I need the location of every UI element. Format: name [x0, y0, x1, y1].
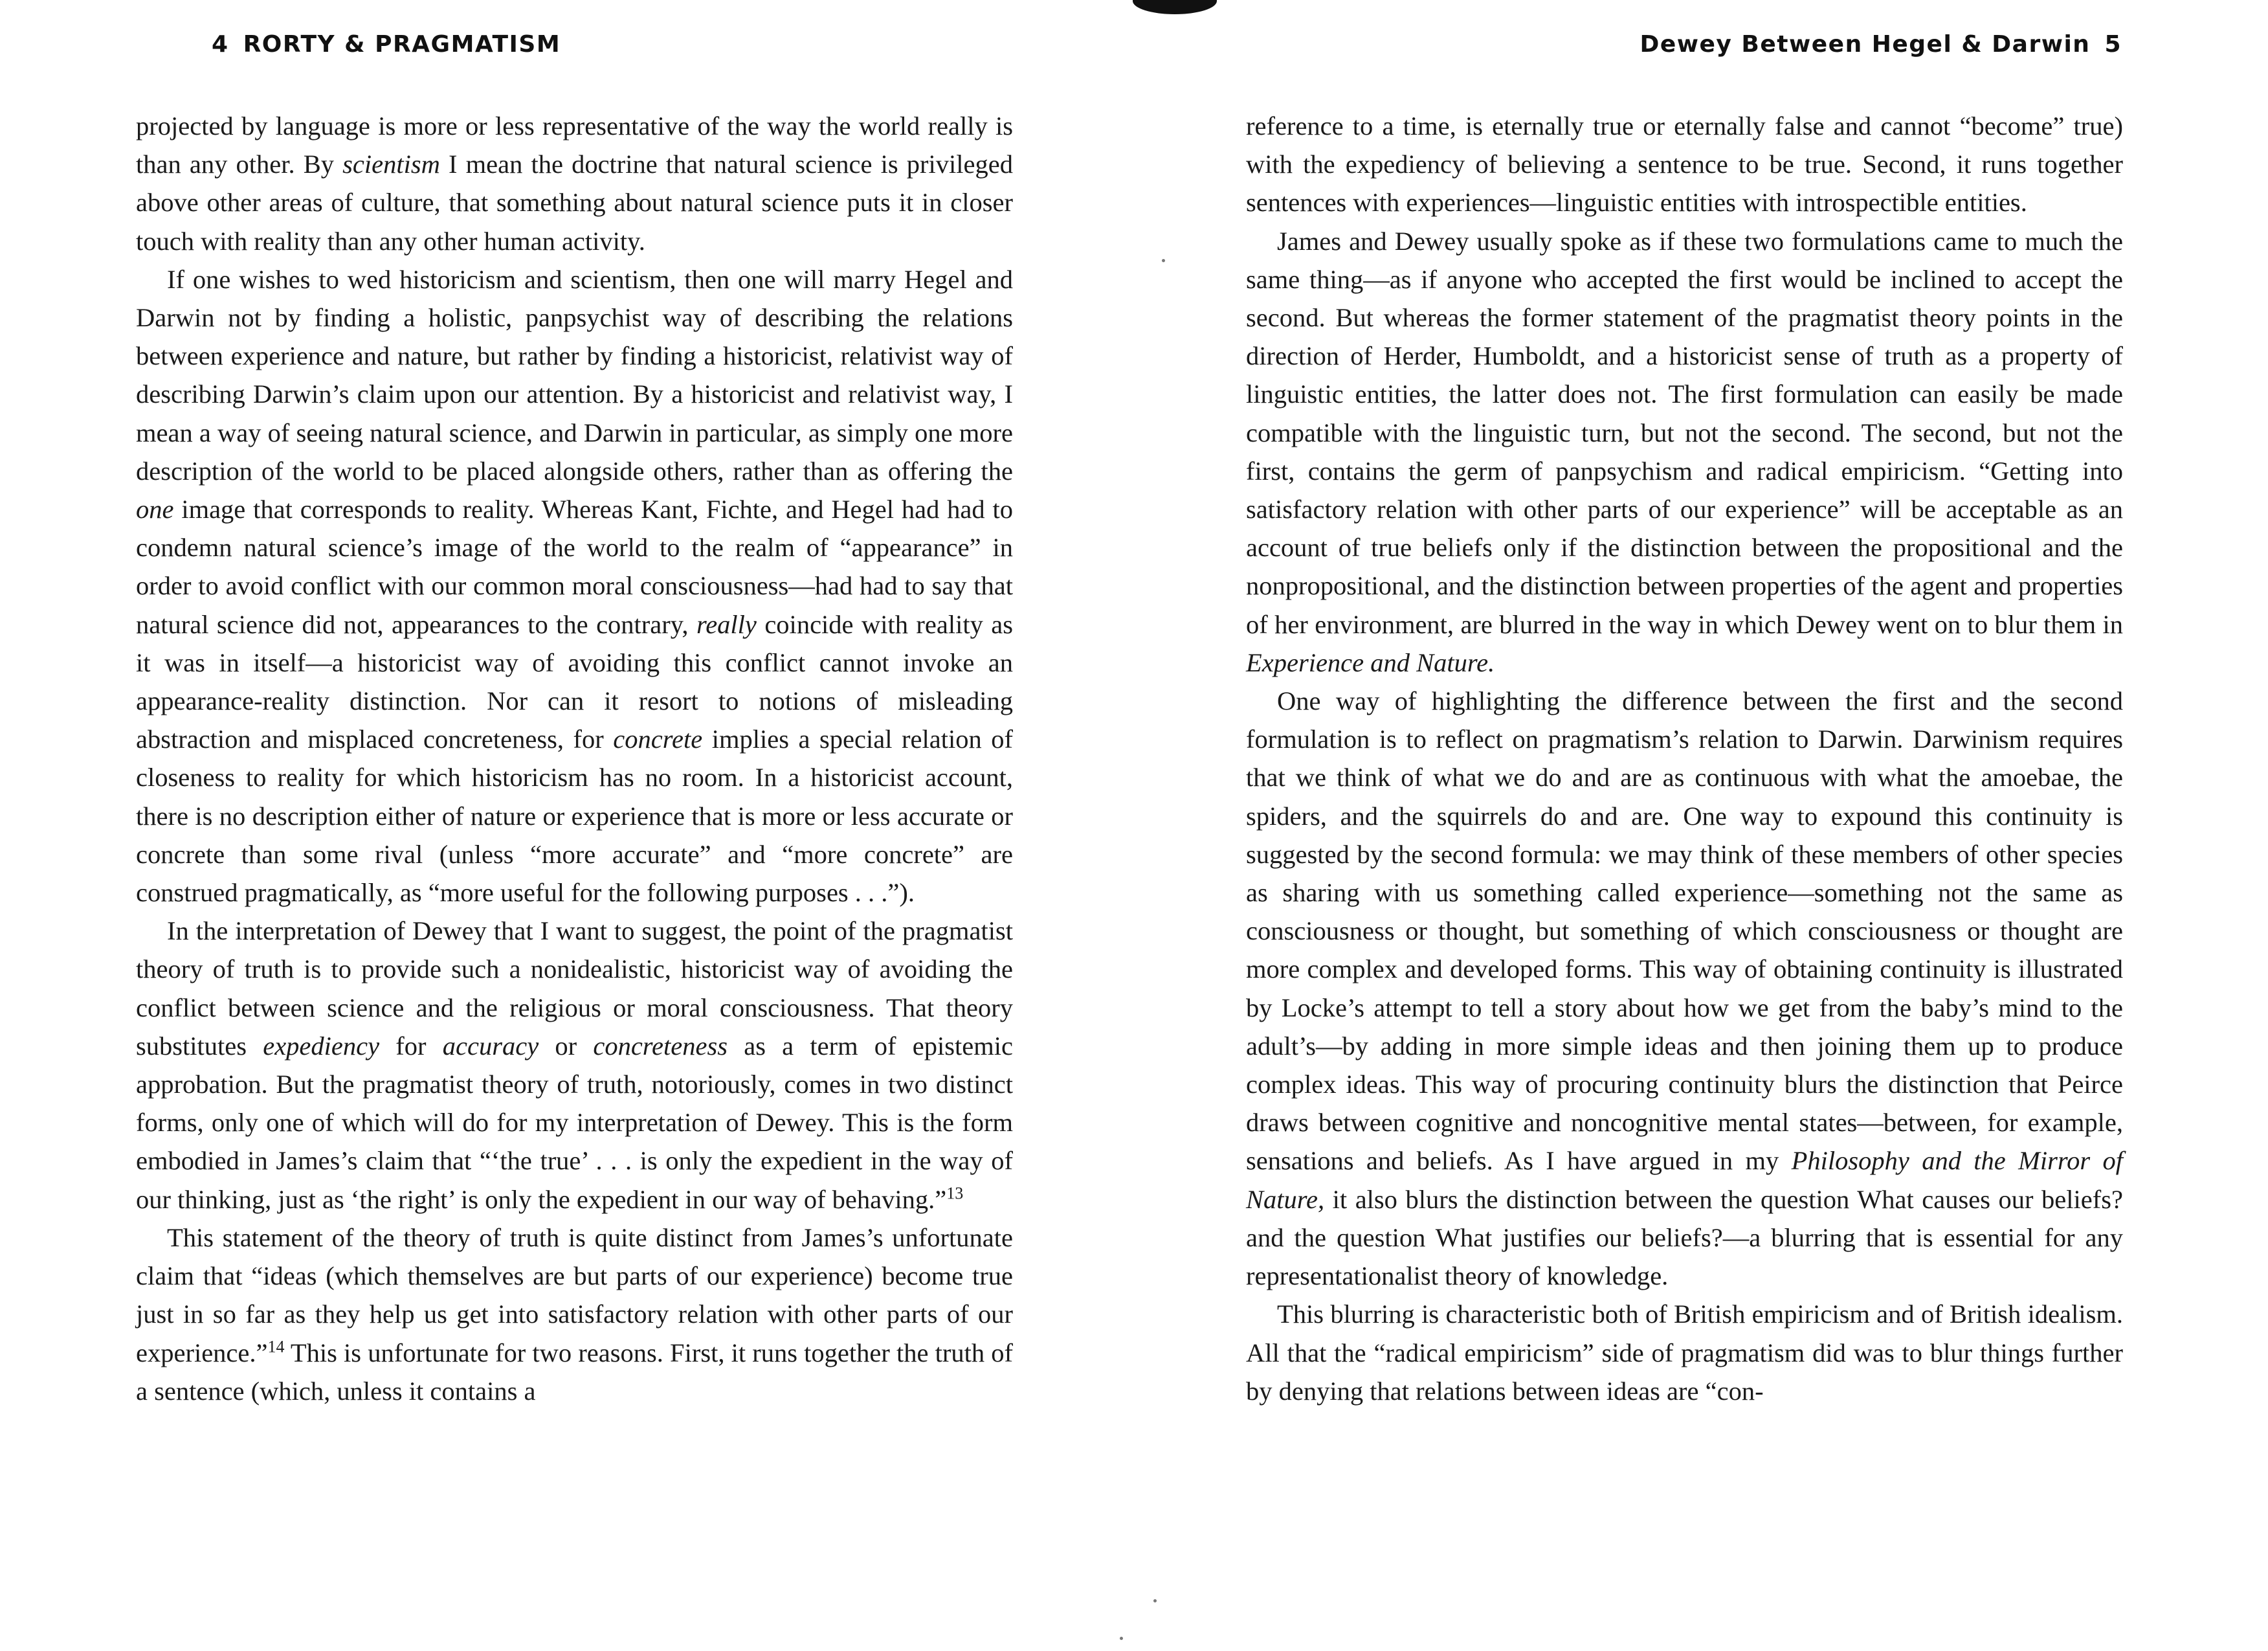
text-run: coincide with reality as it was in itself—a historicist way of avoiding this conflict cannot invoke an appearance-reality distinction. Nor can it resort to notions of misleading abstraction and misplaced concreteness, for	[136, 609, 1013, 754]
text-run: In the interpretation of Dewey that I want to suggest, the point of the pragmatist theory of truth is to provide such a nonidealistic, historicist way of avoiding the conflict between science and the religious or moral consciousness. That theory substitutes	[136, 916, 1013, 1061]
page-number: 5	[2104, 31, 2122, 58]
text-run: projected by language is more or less representative of the way the world really is than any other. By	[136, 111, 1013, 179]
italic-text: scientism	[342, 150, 440, 179]
italic-text: expediency	[263, 1031, 380, 1061]
footnote-ref: 14	[267, 1337, 285, 1356]
scan-speck	[1153, 1599, 1157, 1602]
italic-text: one	[136, 495, 174, 524]
paragraph	[1246, 682, 2123, 1295]
text-run: for	[379, 1031, 443, 1061]
italic-text: Experience and Nature.	[1246, 647, 1495, 677]
paragraph	[136, 107, 1013, 260]
left-page	[136, 0, 1013, 1651]
text-run: image that corresponds to reality. Whereas Kant, Fichte, and Hegel had had to condemn natural science’s image of the world to the realm of “appearance” in order to avoid conflict with our common moral consciousness—had had to say that natural science did not, appearances to the contrary,	[136, 495, 1013, 639]
paragraph	[1246, 222, 2123, 682]
footnote-ref: 13	[946, 1184, 964, 1203]
scan-speck	[1162, 259, 1165, 262]
right-body-text	[1246, 107, 2123, 1410]
gutter-shadow	[1133, 0, 1217, 14]
text-run: This blurring is characteristic both of British empiricism and of British idealism. All that the “radical empiricism” side of pragmatism did was to blur things further by denying that relations between ideas are “con-	[1246, 1299, 2123, 1406]
text-run: James and Dewey usually spoke as if these two formulations came to much the same thing—as if anyone who accepted the first would be inclined to accept the second. But whereas the former statement of the pragmatist theory points in the direction of Herder, Humboldt, and a historicist sense of truth as a property of linguistic entities, the latter does not. The first formulation can easily be made compatible with the linguistic turn, but not the second. The second, but not the first, contains the germ of panpsychism and radical empiricism. “Getting into satisfactory relation with other parts of our experience” will be acceptable as an account of true beliefs only if the distinction between the propositional and the nonpropositional, and the distinction between properties of the agent and properties of her environment, are blurred in the way in which Dewey went on to blur them in	[1246, 226, 2123, 639]
text-run: If one wishes to wed historicism and scientism, then one will marry Hegel and Darwin not by finding a holistic, panpsychist way of describing the relations between experience and nature, but rather by finding a historicist, relativist way of describing Darwin’s claim upon our attention. By a historicist and relativist way, I mean a way of seeing natural science, and Darwin in particular, as simply one more description of the world to be placed alongside others, rather than as offering the	[136, 264, 1013, 486]
italic-text: accuracy	[442, 1031, 539, 1061]
paragraph	[1246, 1295, 2123, 1410]
text-run: reference to a time, is eternally true or eternally false and cannot “become” true) with the expediency of believing a sentence to be true. Second, it runs together sentences with experiences—linguistic entities with introspectible entities.	[1246, 111, 2123, 218]
text-run: I mean the doctrine that natural science is privileged above other areas of culture, that something about natural science puts it in closer touch with reality than any other human activity.	[136, 150, 1013, 256]
left-running-head	[197, 31, 561, 58]
text-run: One way of highlighting the difference between the first and the second formulation is to reflect on pragmatism’s relation to Darwin. Darwinism requires that we think of what we do and are as continuous with what the amoebae, the spiders, and the squirrels do and are. One way to expound this continuity is suggested by the second formula: we may think of these members of other species as sharing with us something called experience—something not the same as consciousness or thought, but something of which consciousness or thought are more complex and developed forms. This way of obtaining continuity is illustrated by Locke’s attempt to tell a story about how we get from the baby’s mind to the adult’s—by adding in more simple ideas and then joining them up to produce complex ideas. This way of procuring continuity blurs the distinction that Peirce draws between cognitive and noncognitive mental states—between, for example, sensations and beliefs. As I have argued in my	[1246, 686, 2123, 1176]
running-title: Dewey Between Hegel & Darwin	[1640, 31, 2091, 58]
scan-speck	[1120, 1637, 1123, 1640]
right-running-head	[1640, 31, 2136, 58]
text-run: This statement of the theory of truth is quite distinct from James’s unfortunate claim that “ideas (which themselves are but parts of our experience) become true just in so far as they help us get into satisfactory relation with other parts of our experience.”	[136, 1222, 1013, 1367]
italic-text: concreteness	[593, 1031, 728, 1061]
left-body-text	[136, 107, 1013, 1410]
paragraph	[1246, 107, 2123, 222]
italic-text: really	[696, 609, 757, 639]
running-title: RORTY & PRAGMATISM	[243, 31, 561, 58]
text-run: This is unfortunate for two reasons. First, it runs together the truth of a sentence (which, unless it contains a	[136, 1338, 1013, 1406]
paragraph	[136, 912, 1013, 1219]
text-run: as a term of epistemic approbation. But the pragmatist theory of truth, notoriously, comes in two distinct forms, only one of which will do for my interpretation of Dewey. This is the form embodied in James’s claim that “‘the true’ . . . is only the expedient in the way of our thinking, just as ‘the right’ is only the expedient in our way of behaving.”	[136, 1031, 1013, 1214]
italic-text: Philosophy and the Mirror of Nature,	[1246, 1146, 2124, 1214]
paragraph	[136, 1219, 1013, 1410]
italic-text: concrete	[613, 724, 703, 754]
paragraph	[136, 260, 1013, 912]
text-run: implies a special relation of closeness to reality for which historicism has no room. In a historicist account, there is no description either of nature or experience that is more or less accurate or concrete than some rival (unless “more accurate” and “more concrete” are construed pragmatically, as “more useful for the following purposes . . .”).	[136, 724, 1013, 908]
text-run: or	[539, 1031, 594, 1061]
page-number: 4	[212, 31, 229, 58]
text-run: it also blurs the distinction between the question What causes our beliefs? and the question What justifies our beliefs?—a blurring that is essential for any representationalist theory of knowledge.	[1246, 1184, 2123, 1291]
right-page	[1246, 0, 2123, 1651]
